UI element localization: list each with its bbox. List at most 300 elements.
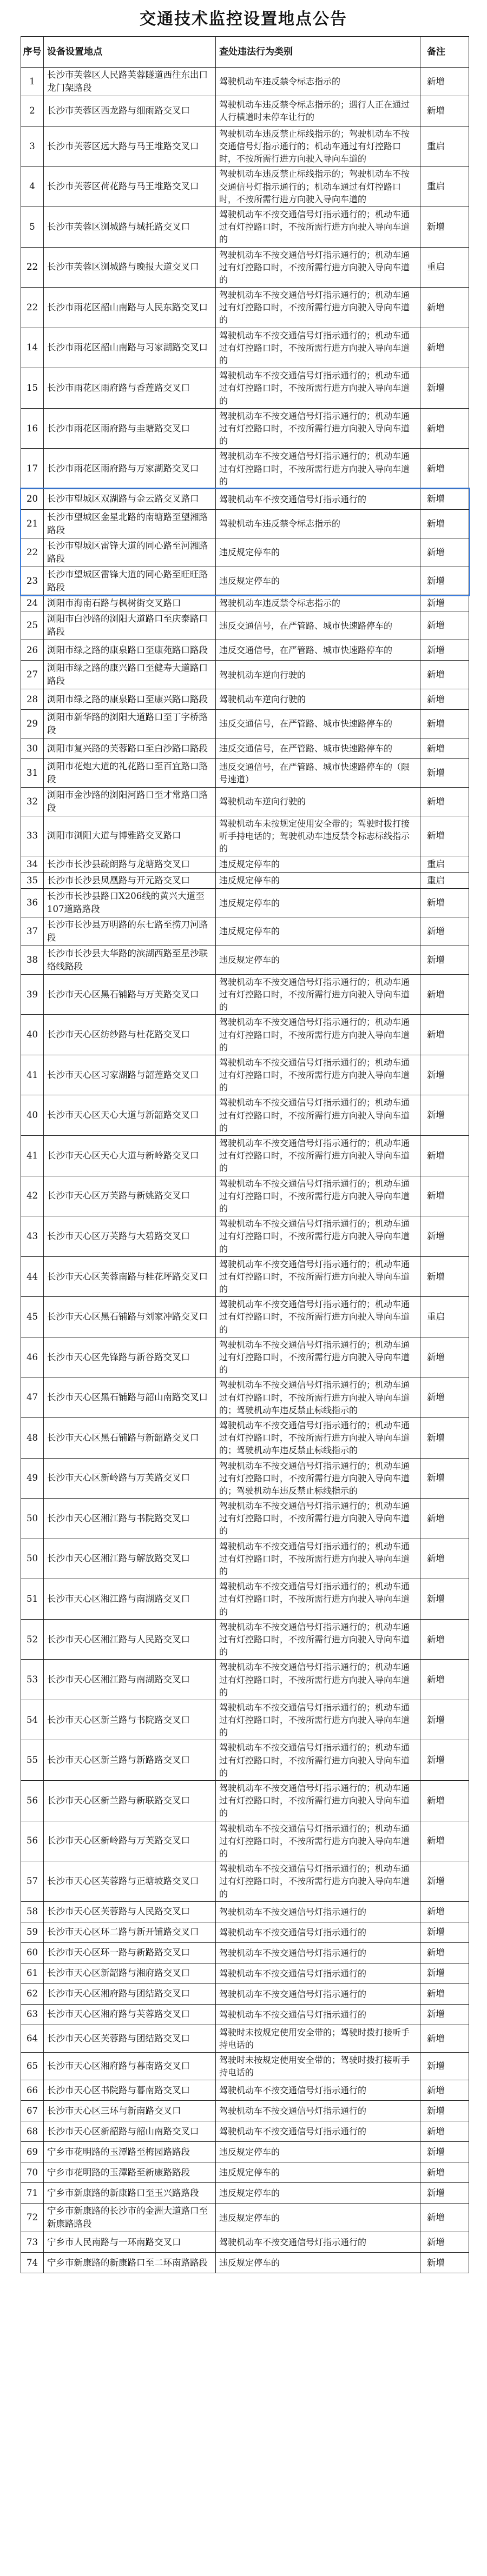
- row-number: 5: [21, 207, 44, 247]
- row-note: 新增: [420, 68, 469, 96]
- row-number: 40: [21, 1015, 44, 1055]
- row-violation: 驾驶机动车不按交通信号灯指示通行的；机动车通过有灯控路口时，不按所需行进方向驶入导向车道的: [216, 247, 420, 288]
- row-note: 新增: [420, 1901, 469, 1922]
- row-number: 36: [21, 889, 44, 917]
- row-location: 长沙市天心区湘江路与书院路交叉口: [44, 1499, 216, 1539]
- row-note: 新增: [420, 328, 469, 368]
- row-number: 31: [21, 758, 44, 787]
- row-violation: 驾驶机动车不按交通信号灯指示通行的；机动车通过有灯控路口时，不按所需行进方向驶入导向车道的；驾驶机动车违反禁止标线指示的: [216, 1417, 420, 1458]
- row-violation: 违反规定停车的: [216, 2204, 420, 2232]
- row-number: 4: [21, 167, 44, 207]
- row-number: 24: [21, 595, 44, 611]
- row-violation: 驾驶机动车不按交通信号灯指示通行的: [216, 2121, 420, 2142]
- row-number: 21: [21, 509, 44, 538]
- table-row: [21, 1660, 469, 1700]
- row-number: 27: [21, 661, 44, 689]
- row-note: 新增: [420, 611, 469, 640]
- row-location: 长沙市天心区湘江路与南湖路交叉口: [44, 1660, 216, 1700]
- row-violation: 驾驶机动车不按交通信号灯指示通行的: [216, 2101, 420, 2121]
- row-number: 69: [21, 2142, 44, 2162]
- row-location: 宁乡市新康路的新康路口至二环南路路段: [44, 2253, 216, 2273]
- row-number: 14: [21, 328, 44, 368]
- table-row: [21, 489, 469, 509]
- table-row: [21, 974, 469, 1015]
- row-note: 重启: [420, 856, 469, 873]
- row-location: 长沙市长沙县大华路的滨湖西路至星沙联络线路段: [44, 946, 216, 974]
- row-location: 长沙市天心区湘府路与暮南路交叉口: [44, 2053, 216, 2080]
- row-violation: 驾驶机动车不按交通信号灯指示通行的；机动车通过有灯控路口时，不按所需行进方向驶入导向车道的: [216, 1821, 420, 1861]
- row-location: 浏阳市绿之路的康泉路口至康苑路口路段: [44, 640, 216, 661]
- row-violation: 驾驶机动车不按交通信号灯指示通行的；机动车通过有灯控路口时，不按所需行进方向驶入导向车道的: [216, 1055, 420, 1095]
- row-note: 新增: [420, 2162, 469, 2183]
- row-violation: 驾驶机动车不按交通信号灯指示通行的；机动车通过有灯控路口时，不按所需行进方向驶入导向车道的: [216, 1700, 420, 1740]
- row-violation: 违反规定停车的: [216, 856, 420, 873]
- row-note: 重启: [420, 1297, 469, 1337]
- table-row: [21, 96, 469, 126]
- table-row: [21, 873, 469, 889]
- row-note: 新增: [420, 1216, 469, 1257]
- row-number: 33: [21, 816, 44, 856]
- table-row: [21, 738, 469, 758]
- row-number: 34: [21, 856, 44, 873]
- row-violation: 驾驶机动车不按交通信号灯指示通行的；机动车通过有灯控路口时，不按所需行进方向驶入导向车道的: [216, 207, 420, 247]
- row-location: 浏阳市金沙路的浏阳河路口至才常路口路段: [44, 787, 216, 816]
- table-row: [21, 816, 469, 856]
- row-note: 新增: [420, 917, 469, 946]
- row-violation: 驾驶机动车不按交通信号灯指示通行的；机动车通过有灯控路口时，不按所需行进方向驶入导向车道的: [216, 1740, 420, 1781]
- header-note: 备注: [420, 37, 469, 68]
- header-no: 序号: [21, 37, 44, 68]
- row-note: 新增: [420, 2232, 469, 2253]
- row-location: 浏阳市复兴路的芙蓉路口至白沙路口路段: [44, 738, 216, 758]
- row-violation: 驾驶机动车不按交通信号灯指示通行的: [216, 489, 420, 509]
- row-note: 新增: [420, 1256, 469, 1297]
- row-note: 重启: [420, 247, 469, 288]
- row-note: 新增: [420, 758, 469, 787]
- row-location: 宁乡市花明路的玉潭路至梅园路路段: [44, 2142, 216, 2162]
- row-location: 长沙市芙蓉区浏城路与城托路交叉口: [44, 207, 216, 247]
- table-row: [21, 1055, 469, 1095]
- row-violation: 驾驶机动车不按交通信号灯指示通行的；机动车通过有灯控路口时，不按所需行进方向驶入导向车道的: [216, 974, 420, 1015]
- row-location: 长沙市芙蓉区荷花路与马王堆路交叉口: [44, 167, 216, 207]
- row-violation: 驾驶机动车不按交通信号灯指示通行的: [216, 2232, 420, 2253]
- row-number: 74: [21, 2253, 44, 2273]
- row-note: 新增: [420, 1983, 469, 2004]
- row-violation: 驾驶机动车违反禁令标志指示的；遇行人正在通过人行横道时未停车让行的: [216, 96, 420, 126]
- row-violation: 驾驶机动车不按交通信号灯指示通行的: [216, 2004, 420, 2025]
- row-violation: 违反规定停车的: [216, 2183, 420, 2204]
- row-location: 长沙市长沙县凤凰路与开元路交叉口: [44, 873, 216, 889]
- row-number: 56: [21, 1781, 44, 1821]
- table-row: [21, 2253, 469, 2273]
- row-location: 长沙市天心区湘江路与南湖路交叉口: [44, 1579, 216, 1620]
- row-violation: 违反规定停车的: [216, 2142, 420, 2162]
- table-row: [21, 640, 469, 661]
- row-note: 新增: [420, 1055, 469, 1095]
- row-violation: 驾驶机动车不按交通信号灯指示通行的；机动车通过有灯控路口时，不按所需行进方向驶入导向车道的: [216, 1781, 420, 1821]
- table-row: [21, 167, 469, 207]
- row-violation: 违反规定停车的: [216, 889, 420, 917]
- table-row: [21, 689, 469, 710]
- row-number: 62: [21, 1983, 44, 2004]
- row-violation: 驾驶机动车逆向行驶的: [216, 787, 420, 816]
- row-violation: 驾驶机动车不按交通信号灯指示通行的；机动车通过有灯控路口时，不按所需行进方向驶入导向车道的: [216, 408, 420, 449]
- row-location: 宁乡市新康路的新康路口至玉兴路路段: [44, 2183, 216, 2204]
- row-note: 新增: [420, 2253, 469, 2273]
- row-number: 17: [21, 449, 44, 489]
- table-row: [21, 1256, 469, 1297]
- row-violation: 驾驶机动车不按交通信号灯指示通行的；机动车通过有灯控路口时，不按所需行进方向驶入导向车道的: [216, 1297, 420, 1337]
- row-note: 新增: [420, 1740, 469, 1781]
- row-number: 22: [21, 538, 44, 567]
- row-note: 新增: [420, 1619, 469, 1660]
- row-note: 新增: [420, 2053, 469, 2080]
- row-violation: 驾驶机动车逆向行驶的: [216, 689, 420, 710]
- table-row: [21, 1015, 469, 1055]
- row-violation: 驾驶机动车不按交通信号灯指示通行的: [216, 1942, 420, 1963]
- table-row: [21, 1922, 469, 1942]
- table-row: [21, 1901, 469, 1922]
- row-violation: 驾驶机动车违反禁令标志指示的: [216, 509, 420, 538]
- row-violation: 驾驶机动车不按交通信号灯指示通行的: [216, 1963, 420, 1983]
- row-note: 新增: [420, 2183, 469, 2204]
- row-note: 新增: [420, 1136, 469, 1176]
- row-location: 长沙市天心区新岭路与万芙路交叉口: [44, 1821, 216, 1861]
- row-number: 56: [21, 1821, 44, 1861]
- row-note: 新增: [420, 595, 469, 611]
- row-number: 38: [21, 946, 44, 974]
- row-location: 长沙市天心区新韶路与韶山南路交叉口: [44, 2121, 216, 2142]
- row-number: 53: [21, 1660, 44, 1700]
- table-row: [21, 1095, 469, 1136]
- row-number: 15: [21, 368, 44, 409]
- table-row: [21, 856, 469, 873]
- table-row: [21, 1963, 469, 1983]
- row-violation: 驾驶机动车不按交通信号灯指示通行的；机动车通过有灯控路口时，不按所需行进方向驶入导向车道的: [216, 449, 420, 489]
- row-violation: 违反规定停车的: [216, 873, 420, 889]
- row-number: 42: [21, 1176, 44, 1216]
- row-number: 73: [21, 2232, 44, 2253]
- row-number: 22: [21, 288, 44, 328]
- document-title: 交通技术监控设置地点公告: [140, 10, 347, 29]
- row-note: 新增: [420, 1922, 469, 1942]
- row-violation: 违反交通信号，在严管路、城市快速路停车的: [216, 611, 420, 640]
- row-location: 长沙市雨花区韶山南路与人民东路交叉口: [44, 288, 216, 328]
- row-location: 宁乡市花明路的玉潭路至新康路路段: [44, 2162, 216, 2183]
- row-number: 67: [21, 2101, 44, 2121]
- row-location: 浏阳市白沙路的浏阳大道路口至庆泰路口路段: [44, 611, 216, 640]
- row-violation: 违反交通信号，在严管路、城市快速路停车的（限号速道）: [216, 758, 420, 787]
- row-note: 重启: [420, 873, 469, 889]
- row-note: 新增: [420, 710, 469, 738]
- row-location: 长沙市天心区天心大道与新岭路交叉口: [44, 1136, 216, 1176]
- table-row: [21, 1136, 469, 1176]
- table-row: [21, 538, 469, 567]
- row-note: 新增: [420, 567, 469, 595]
- row-note: 新增: [420, 2025, 469, 2052]
- row-note: 新增: [420, 509, 469, 538]
- row-number: 47: [21, 1377, 44, 1418]
- table-row: [21, 1176, 469, 1216]
- row-number: 52: [21, 1619, 44, 1660]
- row-number: 26: [21, 640, 44, 661]
- row-violation: 驾驶机动车不按交通信号灯指示通行的；机动车通过有灯控路口时，不按所需行进方向驶入导向车道的；驾驶机动车违反禁止标线指示的: [216, 1377, 420, 1418]
- row-number: 44: [21, 1256, 44, 1297]
- row-location: 浏阳市绿之路的康兴路口至健寿大道路口路段: [44, 661, 216, 689]
- table-row: [21, 1297, 469, 1337]
- row-violation: 驾驶机动车不按交通信号灯指示通行的；机动车通过有灯控路口时，不按所需行进方向驶入导向车道的: [216, 1176, 420, 1216]
- row-location: 长沙市长沙县疏朗路与龙塘路交叉口: [44, 856, 216, 873]
- table-row: [21, 2121, 469, 2142]
- table-row: [21, 207, 469, 247]
- row-note: 新增: [420, 449, 469, 489]
- row-violation: 违反交通信号，在严管路、城市快速路停车的: [216, 738, 420, 758]
- row-violation: 违反规定停车的: [216, 567, 420, 595]
- row-number: 50: [21, 1499, 44, 1539]
- table-row: [21, 661, 469, 689]
- row-location: 长沙市芙蓉区远大路与马王堆路交叉口: [44, 126, 216, 167]
- row-note: 新增: [420, 489, 469, 509]
- row-violation: 驾驶机动车违反禁止标线指示的；驾驶机动车不按交通信号灯指示通行的；机动车通过有灯控路口时，不按所需行进方向驶入导向车道的: [216, 126, 420, 167]
- row-violation: 驾驶机动车逆向行驶的: [216, 661, 420, 689]
- row-violation: 驾驶机动车不按交通信号灯指示通行的；机动车通过有灯控路口时，不按所需行进方向驶入导向车道的: [216, 1015, 420, 1055]
- row-number: 70: [21, 2162, 44, 2183]
- table-row: [21, 408, 469, 449]
- row-note: 新增: [420, 1095, 469, 1136]
- row-violation: 驾驶机动车不按交通信号灯指示通行的；机动车通过有灯控路口时，不按所需行进方向驶入导向车道的: [216, 1579, 420, 1620]
- table-row: [21, 1619, 469, 1660]
- row-number: 37: [21, 917, 44, 946]
- row-number: 60: [21, 1942, 44, 1963]
- row-number: 65: [21, 2053, 44, 2080]
- row-violation: 驾驶机动车不按交通信号灯指示通行的；机动车通过有灯控路口时，不按所需行进方向驶入导向车道的: [216, 1539, 420, 1579]
- row-location: 长沙市望城区金星北路的南塘路至望湘路路段: [44, 509, 216, 538]
- row-note: 新增: [420, 288, 469, 328]
- row-note: 新增: [420, 1499, 469, 1539]
- table-row: [21, 328, 469, 368]
- row-violation: 驾驶机动车不按交通信号灯指示通行的；机动车通过有灯控路口时，不按所需行进方向驶入导向车道的: [216, 368, 420, 409]
- table-row: [21, 2025, 469, 2052]
- table-row: [21, 1417, 469, 1458]
- table-row: [21, 2204, 469, 2232]
- row-location: 长沙市天心区新岭路与万芙路交叉口: [44, 1458, 216, 1499]
- row-location: 长沙市天心区芙蓉南路与桂花坪路交叉口: [44, 1256, 216, 1297]
- row-violation: 驾驶机动车不按交通信号灯指示通行的；机动车通过有灯控路口时，不按所需行进方向驶入导向车道的: [216, 1216, 420, 1257]
- row-violation: 驾驶机动车不按交通信号灯指示通行的；机动车通过有灯控路口时，不按所需行进方向驶入导向车道的: [216, 1499, 420, 1539]
- row-violation: 违反规定停车的: [216, 917, 420, 946]
- row-location: 长沙市天心区湘江路与解放路交叉口: [44, 1539, 216, 1579]
- row-violation: 驾驶机动车不按交通信号灯指示通行的；机动车通过有灯控路口时，不按所需行进方向驶入导向车道的: [216, 1337, 420, 1377]
- row-note: 新增: [420, 1337, 469, 1377]
- table-row: [21, 126, 469, 167]
- row-note: 新增: [420, 689, 469, 710]
- row-number: 45: [21, 1297, 44, 1337]
- row-location: 长沙市雨花区雨府路与香莲路交叉口: [44, 368, 216, 409]
- table-row: [21, 1377, 469, 1418]
- row-number: 63: [21, 2004, 44, 2025]
- row-number: 57: [21, 1861, 44, 1902]
- row-note: 新增: [420, 1176, 469, 1216]
- row-note: 新增: [420, 1377, 469, 1418]
- row-location: 长沙市天心区芙蓉路与团结路交叉口: [44, 2025, 216, 2052]
- row-number: 30: [21, 738, 44, 758]
- row-violation: 违反交通信号，在严管路、城市快速路停车的: [216, 710, 420, 738]
- table-row: [21, 1337, 469, 1377]
- row-number: 49: [21, 1458, 44, 1499]
- row-location: 长沙市芙蓉区人民路芙蓉隧道西往东出口龙门架路段: [44, 68, 216, 96]
- row-note: 新增: [420, 2004, 469, 2025]
- row-violation: 驾驶机动车不按交通信号灯指示通行的；机动车通过有灯控路口时，不按所需行进方向驶入导向车道的: [216, 1619, 420, 1660]
- table-row: [21, 710, 469, 738]
- header-location: 设备设置地点: [44, 37, 216, 68]
- row-location: 长沙市雨花区雨府路与圭塘路交叉口: [44, 408, 216, 449]
- row-number: 66: [21, 2080, 44, 2101]
- row-number: 3: [21, 126, 44, 167]
- row-location: 长沙市芙蓉区西龙路与细雨路交叉口: [44, 96, 216, 126]
- row-location: 浏阳市浏阳大道与博雅路交叉路口: [44, 816, 216, 856]
- row-location: 长沙市天心区新韶路与湘府路交叉口: [44, 1963, 216, 1983]
- table-row: [21, 2004, 469, 2025]
- table-row: [21, 758, 469, 787]
- row-violation: 违反规定停车的: [216, 538, 420, 567]
- row-note: 新增: [420, 1015, 469, 1055]
- row-number: 29: [21, 710, 44, 738]
- row-violation: 驾驶机动车不按交通信号灯指示通行的；机动车通过有灯控路口时，不按所需行进方向驶入导向车道的: [216, 288, 420, 328]
- row-note: 新增: [420, 1861, 469, 1902]
- row-location: 浏阳市绿之路的康泉路口至康兴路口路段: [44, 689, 216, 710]
- row-note: 新增: [420, 974, 469, 1015]
- table-row: [21, 1821, 469, 1861]
- table-row: [21, 1539, 469, 1579]
- table-row: [21, 1499, 469, 1539]
- table-row: [21, 449, 469, 489]
- row-location: 长沙市长沙县路口X206线的黄兴大道至107道路路段: [44, 889, 216, 917]
- row-violation: 驾驶机动车不按交通信号灯指示通行的；机动车通过有灯控路口时，不按所需行进方向驶入导向车道的: [216, 1861, 420, 1902]
- table-row: [21, 2053, 469, 2080]
- table-row: [21, 1216, 469, 1257]
- table-row: [21, 1861, 469, 1902]
- table-row: [21, 509, 469, 538]
- row-number: 22: [21, 247, 44, 288]
- table-row: [21, 611, 469, 640]
- row-location: 宁乡市人民南路与一环南路交叉口: [44, 2232, 216, 2253]
- table-row: [21, 1983, 469, 2004]
- table-row: [21, 288, 469, 328]
- row-note: 新增: [420, 2080, 469, 2101]
- row-note: 新增: [420, 2121, 469, 2142]
- row-location: 长沙市天心区湘府路与芙蓉路交叉口: [44, 2004, 216, 2025]
- row-location: 长沙市天心区天心大道与新韶路交叉口: [44, 1095, 216, 1136]
- row-violation: 驾驶机动车不按交通信号灯指示通行的；机动车通过有灯控路口时，不按所需行进方向驶入导向车道的: [216, 1136, 420, 1176]
- row-number: 55: [21, 1740, 44, 1781]
- table-row: [21, 1781, 469, 1821]
- row-location: 宁乡市新康路的长沙市的金洲大道路口至新康路路段: [44, 2204, 216, 2232]
- row-number: 23: [21, 567, 44, 595]
- row-number: 64: [21, 2025, 44, 2052]
- row-note: 新增: [420, 368, 469, 409]
- row-number: 2: [21, 96, 44, 126]
- row-number: 41: [21, 1136, 44, 1176]
- row-note: 新增: [420, 2204, 469, 2232]
- row-location: 长沙市天心区三环与新南路交叉口: [44, 2101, 216, 2121]
- row-number: 20: [21, 489, 44, 509]
- table-row: [21, 787, 469, 816]
- row-location: 长沙市天心区环二路与新开铺路交叉口: [44, 1922, 216, 1942]
- row-note: 重启: [420, 167, 469, 207]
- row-location: 长沙市长沙县万明路的东七路至捞刀河路段: [44, 917, 216, 946]
- row-location: 长沙市望城区雷锋大道的同心路至河湘路路段: [44, 538, 216, 567]
- table-row: [21, 68, 469, 96]
- row-note: 新增: [420, 207, 469, 247]
- row-violation: 驾驶时未按规定使用安全带的；驾驶时拨打接听手持电话的: [216, 2053, 420, 2080]
- row-location: 长沙市雨花区韶山南路与习家湖路交叉口: [44, 328, 216, 368]
- row-violation: 驾驶机动车不按交通信号灯指示通行的；机动车通过有灯控路口时，不按所需行进方向驶入导向车道的: [216, 1095, 420, 1136]
- row-location: 长沙市望城区双湖路与金云路交叉路口: [44, 489, 216, 509]
- table-row: [21, 1700, 469, 1740]
- table-row: [21, 595, 469, 611]
- row-location: 长沙市天心区新兰路与新路路交叉口: [44, 1740, 216, 1781]
- row-number: 16: [21, 408, 44, 449]
- row-number: 54: [21, 1700, 44, 1740]
- row-number: 48: [21, 1417, 44, 1458]
- row-location: 长沙市天心区黑石铺路与刘家冲路交叉口: [44, 1297, 216, 1337]
- row-note: 新增: [420, 1539, 469, 1579]
- table-row: [21, 2101, 469, 2121]
- row-note: 新增: [420, 538, 469, 567]
- row-note: 新增: [420, 946, 469, 974]
- header-violation: 查处违法行为类别: [216, 37, 420, 68]
- row-location: 长沙市雨花区雨府路与万家湖路交叉口: [44, 449, 216, 489]
- row-location: 长沙市天心区书院路与暮南路交叉口: [44, 2080, 216, 2101]
- table-row: [21, 2142, 469, 2162]
- row-violation: 驾驶机动车不按交通信号灯指示通行的: [216, 1922, 420, 1942]
- table-row: [21, 1740, 469, 1781]
- row-violation: 驾驶机动车违反禁止标线指示的；驾驶机动车不按交通信号灯指示通行的；机动车通过有灯控路口时，不按所需行进方向驶入导向车道的: [216, 167, 420, 207]
- row-number: 40: [21, 1095, 44, 1136]
- row-note: 新增: [420, 1942, 469, 1963]
- row-number: 50: [21, 1539, 44, 1579]
- row-number: 58: [21, 1901, 44, 1922]
- row-note: 新增: [420, 640, 469, 661]
- row-number: 1: [21, 68, 44, 96]
- row-note: 新增: [420, 1781, 469, 1821]
- table-row: [21, 2080, 469, 2101]
- row-note: 新增: [420, 661, 469, 689]
- row-number: 35: [21, 873, 44, 889]
- row-location: 浏阳市花炮大道的礼花路口至百宜路口路段: [44, 758, 216, 787]
- row-note: 新增: [420, 738, 469, 758]
- row-violation: 驾驶机动车不按交通信号灯指示通行的；机动车通过有灯控路口时，不按所需行进方向驶入导向车道的: [216, 1660, 420, 1700]
- row-location: 长沙市天心区万芙路与大碧路交叉口: [44, 1216, 216, 1257]
- table-row: [21, 1942, 469, 1963]
- row-location: 长沙市天心区黑石铺路与新韶路交叉口: [44, 1417, 216, 1458]
- row-note: 重启: [420, 126, 469, 167]
- row-number: 28: [21, 689, 44, 710]
- row-number: 43: [21, 1216, 44, 1257]
- table-row: [21, 2183, 469, 2204]
- table-row: [21, 917, 469, 946]
- row-note: 新增: [420, 1821, 469, 1861]
- row-violation: 驾驶机动车不按交通信号灯指示通行的: [216, 2080, 420, 2101]
- row-location: 长沙市天心区先锋路与新谷路交叉口: [44, 1337, 216, 1377]
- row-location: 浏阳市新华路的浏阳大道路口至丁字桥路段: [44, 710, 216, 738]
- row-note: 新增: [420, 1700, 469, 1740]
- table-row: [21, 567, 469, 595]
- row-location: 长沙市天心区万芙路与新姚路交叉口: [44, 1176, 216, 1216]
- row-number: 72: [21, 2204, 44, 2232]
- table-row: [21, 889, 469, 917]
- table-row: [21, 368, 469, 409]
